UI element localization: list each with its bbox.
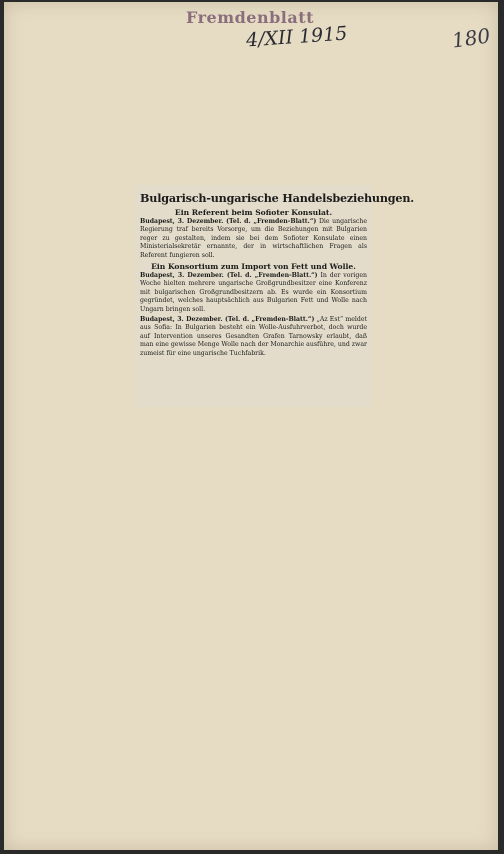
section-2-paragraph <box>140 272 367 314</box>
section-1-paragraph <box>140 218 367 260</box>
section-3-lead: Budapest, 3. Dezember. (Tel. d. „Fremden-Blatt.“) <box>140 316 315 324</box>
section-2-body: In der vorigen Woche hielten mehrere ungarische Großgrundbesitzer eine Konferenz mit bulgarischen Großgrundbesitzern ab. Es wurde ein Konsortium gegründet, welches hauptsächlich aus Bulgarien Fett und Wolle nach Ungarn bringen soll. <box>140 272 367 313</box>
handwritten-number: 180 <box>450 23 492 53</box>
section-3-body: „Az Est“ meldet aus Sofia: In Bulgarien besteht ein Wolle-Ausfuhrverbot, doch wurde auf Intervention unseres Gesandten Grafen Tarnowsky erlaubt, daß man eine gewisse Menge Wolle nach der Monarchie ausführe, und zwar zumeist für eine ungarische Tuchfabrik. <box>140 316 367 357</box>
clipping-headline: Bulgarisch-ungarische Handelsbeziehungen. <box>140 191 414 205</box>
newspaper-stamp: Fremdenblatt <box>186 8 315 27</box>
section-1-lead: Budapest, 3. Dezember. (Tel. d. „Fremden-Blatt.“) <box>140 218 317 225</box>
archive-sheet <box>4 2 498 850</box>
section-1-subhead: Ein Referent beim Sofioter Konsulat. <box>174 208 333 217</box>
section-3-paragraph <box>140 316 367 358</box>
handwritten-date: 4/XII 1915 <box>245 22 349 52</box>
section-2-subhead: Ein Konsortium zum Import von Fett und Wolle. <box>151 262 356 272</box>
section-2-lead: Budapest, 3. Dezember. (Tel. d. „Fremden-Blatt.“) <box>140 272 318 280</box>
newspaper-clipping <box>135 185 414 407</box>
section-1-body: Die ungarische Regierung traf bereits Vorsorge, um die Beziehungen mit Bulgarien reger zu gestalten, indem sie bei dem Sofioter Konsulate einen Ministerialsekretär ernannte, der in wirtschaftlichen Fragen als Referent fungieren soll. <box>140 218 367 259</box>
